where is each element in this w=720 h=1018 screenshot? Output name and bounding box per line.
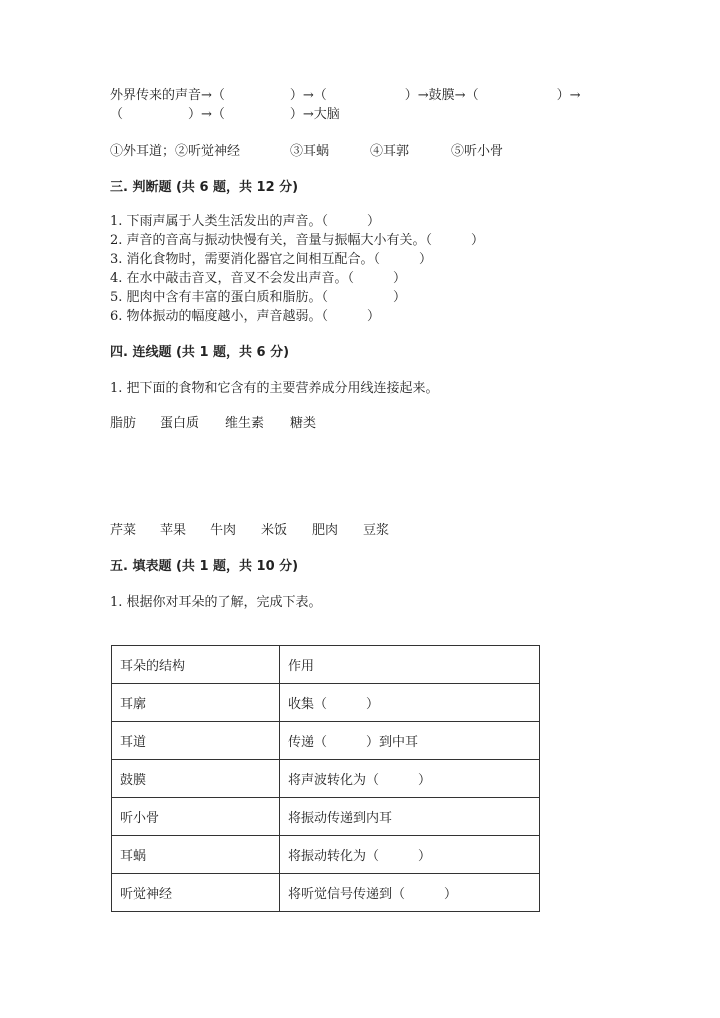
section-4-title: 四. 连线题 (共 1 题，共 6 分) [110, 345, 290, 360]
judge-item-6: 6. 物体振动的幅度越小，声音越弱。（ ） [110, 309, 381, 324]
function-cell: 传递（ ）到中耳 [280, 722, 540, 760]
function-cell: 将振动传递到内耳 [280, 798, 540, 836]
nutrient-vitamin: 维生素 [225, 416, 265, 431]
food-fatty-meat: 肥肉 [312, 523, 339, 538]
header-function: 作用 [280, 646, 540, 684]
table-row [112, 760, 540, 798]
table-header-row [112, 646, 540, 684]
ear-sound-path-line-2: （ ）→（ ）→大脑 [110, 107, 340, 122]
table-row [112, 798, 540, 836]
structure-cell: 耳蜗 [112, 836, 280, 874]
function-cell: 将听觉信号传递到（ ） [280, 874, 540, 912]
function-cell: 将声波转化为（ ） [280, 760, 540, 798]
food-soy-milk: 豆浆 [363, 523, 390, 538]
nutrient-protein: 蛋白质 [160, 416, 200, 431]
ear-sound-path-line-1: 外界传来的声音→（ ）→（ ）→鼓膜→（ ）→ [110, 88, 581, 103]
function-cell: 收集（ ） [280, 684, 540, 722]
ear-structure-table [111, 645, 540, 912]
table-row [112, 722, 540, 760]
table-row [112, 836, 540, 874]
section-5-title: 五. 填表题 (共 1 题，共 10 分) [110, 559, 299, 574]
table-question: 1. 根据你对耳朵的了解，完成下表。 [110, 595, 322, 610]
section-3-title: 三. 判断题 (共 6 题，共 12 分) [110, 180, 299, 195]
judge-item-1: 1. 下雨声属于人类生活发出的声音。（ ） [110, 214, 381, 229]
function-cell: 将振动转化为（ ） [280, 836, 540, 874]
option-5: ⑤听小骨 [451, 144, 504, 159]
structure-cell: 鼓膜 [112, 760, 280, 798]
header-structure: 耳朵的结构 [112, 646, 280, 684]
nutrient-fat: 脂肪 [110, 416, 137, 431]
judge-item-5: 5. 肥肉中含有丰富的蛋白质和脂肪。（ ） [110, 290, 407, 305]
table-row [112, 684, 540, 722]
table-row [112, 874, 540, 912]
food-apple: 苹果 [160, 523, 187, 538]
judge-item-3: 3. 消化食物时，需要消化器官之间相互配合。（ ） [110, 252, 433, 267]
food-celery: 芹菜 [110, 523, 137, 538]
judge-item-2: 2. 声音的音高与振动快慢有关，音量与振幅大小有关。（ ） [110, 233, 485, 248]
option-1-2: ①外耳道；②听觉神经 [110, 144, 241, 159]
food-rice: 米饭 [261, 523, 288, 538]
structure-cell: 耳道 [112, 722, 280, 760]
option-4: ④耳郭 [370, 144, 410, 159]
structure-cell: 听小骨 [112, 798, 280, 836]
food-beef: 牛肉 [210, 523, 237, 538]
matching-question: 1. 把下面的食物和它含有的主要营养成分用线连接起来。 [110, 381, 439, 396]
option-3: ③耳蜗 [290, 144, 330, 159]
judge-item-4: 4. 在水中敲击音叉，音叉不会发出声音。（ ） [110, 271, 407, 286]
structure-cell: 耳廓 [112, 684, 280, 722]
nutrient-sugar: 糖类 [290, 416, 317, 431]
structure-cell: 听觉神经 [112, 874, 280, 912]
